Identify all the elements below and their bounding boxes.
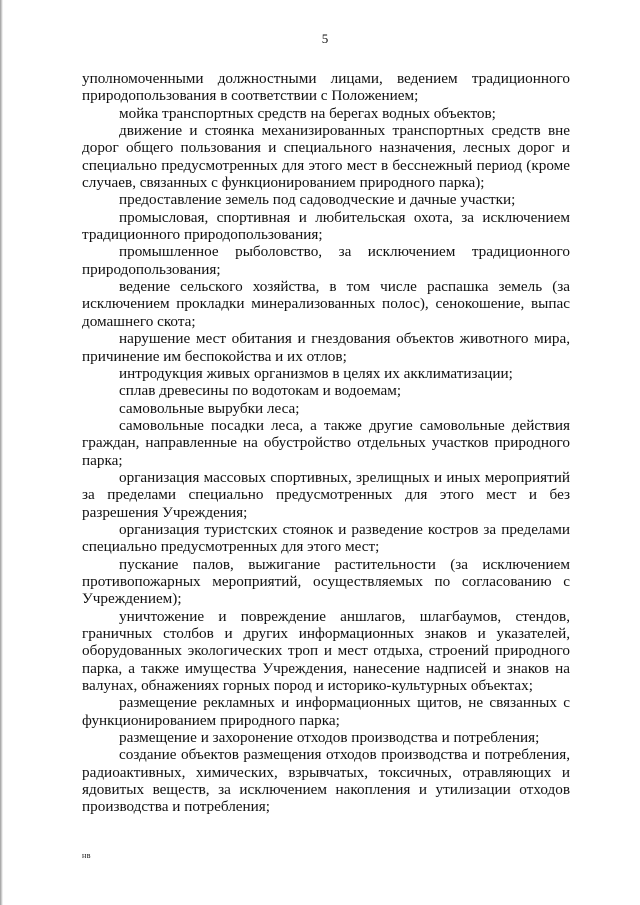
list-item-agriculture: ведение сельского хозяйства, в том числе распашка земель (за исключением прокладки минерализованных полос), сенокошение, выпас домашнего скота;	[82, 278, 570, 330]
list-item-waste-facilities: создание объектов размещения отходов производства и потребления, радиоактивных, химических, взрывчатых, токсичных, отравляющих и ядовитых веществ, за исключением накопления и утилизации отходов производства и потребления;	[82, 746, 570, 816]
list-item-waste-disposal: размещение и захоронение отходов производства и потребления;	[119, 729, 540, 747]
footer-code: нв	[82, 851, 92, 860]
list-item-advertising: размещение рекламных и информационных щитов, не связанных с функционированием природного парка;	[82, 694, 570, 729]
list-item-hunting: промысловая, спортивная и любительская охота, за исключением традиционного природопользования;	[82, 208, 570, 244]
body-text	[82, 70, 570, 816]
list-item-introduction: интродукция живых организмов в целях их акклиматизации;	[119, 364, 513, 382]
list-item-vehicle-washing: мойка транспортных средств на берегах водных объектов;	[119, 104, 496, 122]
list-item-illegal-logging: самовольные вырубки леса;	[119, 399, 300, 417]
list-item-mass-events: организация массовых спортивных, зрелищных и иных мероприятий за пределами специально предусмотренных для этого мест и без разрешения Учреждения;	[82, 468, 570, 521]
list-item-burning: пускание палов, выжигание растительности (за исключением противопожарных мероприятий, осуществляемых по согласованию с Учреждением);	[82, 555, 570, 608]
list-item-vehicle-movement: движение и стоянка механизированных транспортных средств вне дорог общего пользования и специального назначения, лесных дорог и специально предусмотренных для этого мест в бесснежный период (кроме случаев, связанных с функционированием природного парка);	[82, 122, 570, 192]
list-item-campsites: организация туристских стоянок и разведение костров за пределами специально предусмотренных для этого мест;	[82, 520, 570, 556]
list-item-vandalism: уничтожение и повреждение аншлагов, шлагбаумов, стендов, граничных столбов и других информационных знаков и указателей, оборудованных экологических троп и мест отдыха, строений природного парка, а также имущества Учреждения, нанесение надписей и знаков на валунах, обнажениях горных пород и историко-культурных объектах;	[82, 607, 570, 695]
list-item-illegal-planting: самовольные посадки леса, а также другие самовольные действия граждан, направленные на обустройство отдельных участков природного парка;	[82, 416, 570, 469]
list-item-land-allocation: предоставление земель под садоводческие и дачные участки;	[119, 191, 516, 209]
list-item-habitat-disturbance: нарушение мест обитания и гнездования объектов животного мира, причинение им беспокойства и их отлов;	[82, 330, 570, 365]
paragraph-continuation: уполномоченными должностными лицами, ведением традиционного природопользования в соответствии с Положением;	[82, 70, 570, 105]
list-item-fishing: промышленное рыболовство, за исключением традиционного природопользования;	[82, 243, 570, 278]
scan-edge-shadow	[0, 0, 3, 905]
page-number: 5	[321, 31, 329, 46]
list-item-timber-rafting: сплав древесины по водотокам и водоемам;	[119, 382, 402, 400]
